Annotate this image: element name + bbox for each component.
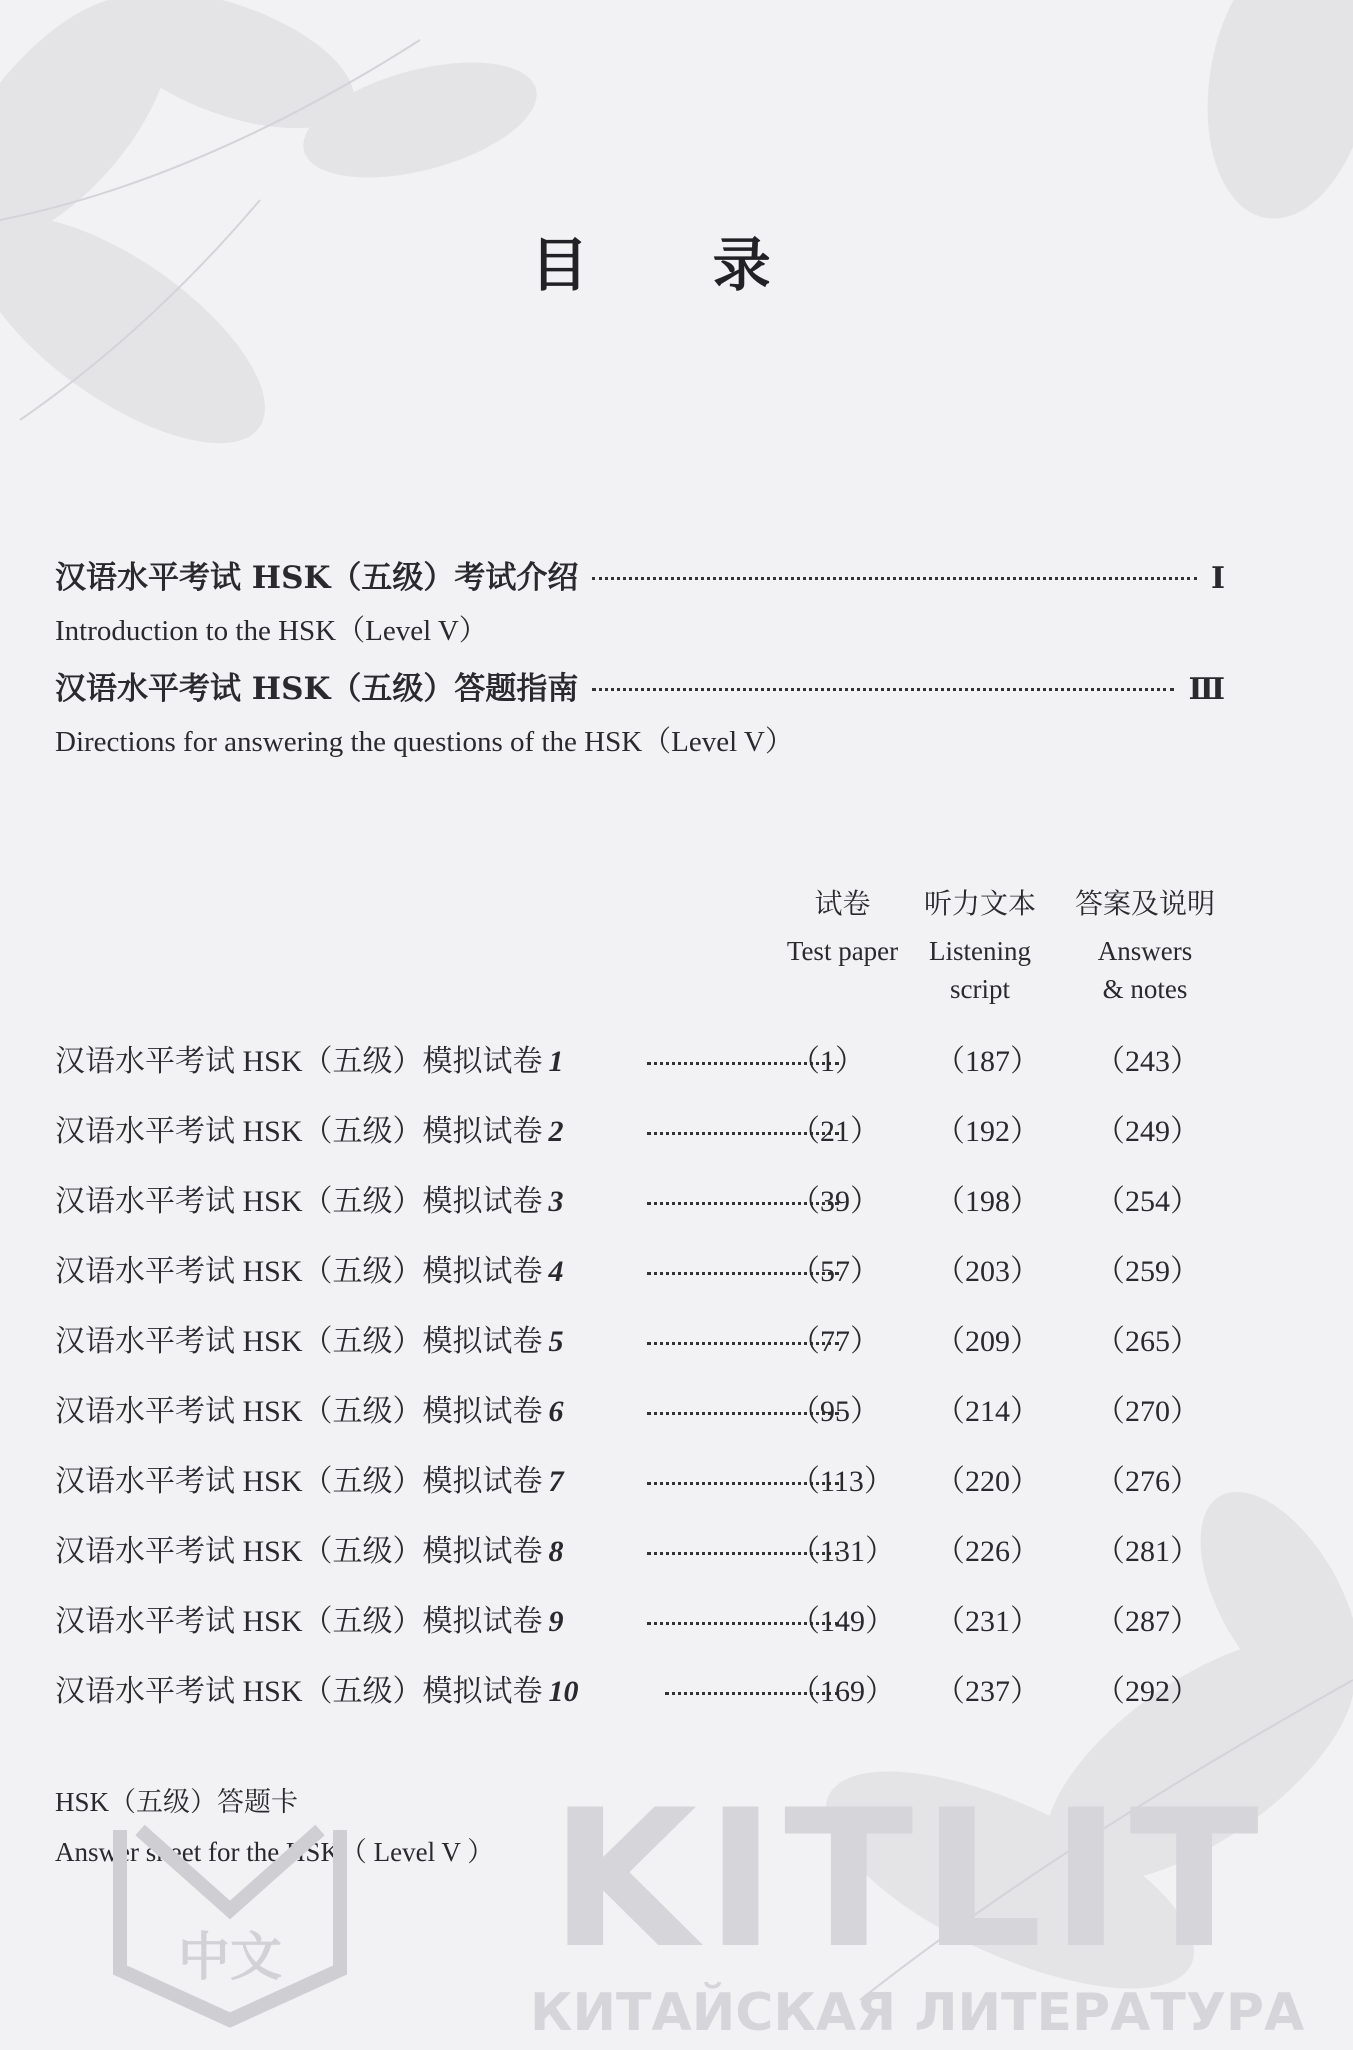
test-label: 汉语水平考试 HSK（五级）模拟试卷 xyxy=(55,1045,543,1078)
test-number: 4 xyxy=(548,1255,564,1288)
test-number: 10 xyxy=(548,1675,579,1708)
test-number: 2 xyxy=(548,1115,564,1148)
test-paper-page: （1） xyxy=(790,1045,865,1078)
test-title xyxy=(55,1456,564,1500)
kitlit-watermark xyxy=(30,1760,1330,2050)
test-paper-page: （77） xyxy=(790,1325,880,1358)
table-row[interactable] xyxy=(55,1036,1305,1086)
test-label: 汉语水平考试 HSK（五级）模拟试卷 xyxy=(55,1255,543,1288)
test-label: 汉语水平考试 HSK（五级）模拟试卷 xyxy=(55,1535,543,1568)
test-title xyxy=(55,1036,564,1080)
dot-leader xyxy=(592,577,1197,580)
column-header-listening-script: 听力文本 xyxy=(923,887,1036,920)
listening-script-page: （192） xyxy=(935,1115,1040,1148)
toc-entry-page: Ⅲ xyxy=(1188,672,1225,707)
test-label: 汉语水平考试 HSK（五级）模拟试卷 xyxy=(55,1115,543,1148)
answers-page: （265） xyxy=(1095,1325,1200,1358)
test-title xyxy=(55,1176,564,1220)
table-row[interactable] xyxy=(55,1246,1305,1296)
test-title xyxy=(55,1386,564,1430)
test-paper-page: （39） xyxy=(790,1185,880,1218)
table-row[interactable] xyxy=(55,1596,1305,1646)
test-label: 汉语水平考试 HSK（五级）模拟试卷 xyxy=(55,1465,543,1498)
test-paper-page: （21） xyxy=(790,1115,880,1148)
answer-sheet-title[interactable]: HSK（五级）答题卡 xyxy=(55,1787,299,1817)
page-title: 目 录 xyxy=(530,231,823,299)
test-title xyxy=(55,1666,579,1710)
answers-page: （259） xyxy=(1095,1255,1200,1288)
test-label: 汉语水平考试 HSK（五级）模拟试卷 xyxy=(55,1325,543,1358)
column-subheader-line: Listening xyxy=(929,936,1031,966)
column-subheader-line: & notes xyxy=(1102,974,1188,1004)
test-number: 9 xyxy=(548,1605,564,1638)
test-number: 8 xyxy=(548,1535,564,1568)
listening-script-page: （203） xyxy=(935,1255,1040,1288)
test-paper-page: （149） xyxy=(790,1605,895,1638)
table-row[interactable] xyxy=(55,1526,1305,1576)
toc-entry-title: 汉语水平考试 HSK（五级）答题指南 xyxy=(55,671,579,707)
toc-entry-directions[interactable] xyxy=(55,663,1225,708)
column-subheader-test-paper xyxy=(770,932,915,970)
listening-script-page: （209） xyxy=(935,1325,1040,1358)
table-row[interactable] xyxy=(55,1456,1305,1506)
answers-page: （276） xyxy=(1095,1465,1200,1498)
test-number: 7 xyxy=(548,1465,564,1498)
listening-script-page: （220） xyxy=(935,1465,1040,1498)
table-row[interactable] xyxy=(55,1316,1305,1366)
test-title xyxy=(55,1106,564,1150)
answers-page: （249） xyxy=(1095,1115,1200,1148)
test-paper-page: （95） xyxy=(790,1395,880,1428)
test-label: 汉语水平考试 HSK（五级）模拟试卷 xyxy=(55,1605,543,1638)
answers-page: （254） xyxy=(1095,1185,1200,1218)
answers-page: （287） xyxy=(1095,1605,1200,1638)
test-number: 6 xyxy=(548,1395,564,1428)
table-row[interactable] xyxy=(55,1666,1305,1716)
answer-sheet-subtitle: Answer sheet for the HSK（ Level V ） xyxy=(55,1837,495,1867)
test-label: 汉语水平考试 HSK（五级）模拟试卷 xyxy=(55,1395,543,1428)
toc-entry-title: 汉语水平考试 HSK（五级）考试介绍 xyxy=(55,560,579,596)
toc-entry-page: I xyxy=(1210,561,1225,596)
answers-page: （281） xyxy=(1095,1535,1200,1568)
listening-script-page: （231） xyxy=(935,1605,1040,1638)
answers-page: （292） xyxy=(1095,1675,1200,1708)
test-label: 汉语水平考试 HSK（五级）模拟试卷 xyxy=(55,1675,543,1708)
listening-script-page: （214） xyxy=(935,1395,1040,1428)
answers-page: （270） xyxy=(1095,1395,1200,1428)
toc-entry-intro[interactable] xyxy=(55,552,1225,597)
column-subheader-line: Answers xyxy=(1097,936,1193,966)
watermark-subtitle: КИТАЙСКАЯ ЛИТЕРАТУРА xyxy=(530,1983,1305,2043)
listening-script-page: （187） xyxy=(935,1045,1040,1078)
toc-entry-subtitle: Introduction to the HSK（Level V） xyxy=(55,615,488,647)
test-label: 汉语水平考试 HSK（五级）模拟试卷 xyxy=(55,1185,543,1218)
dot-leader xyxy=(592,688,1174,691)
table-row[interactable] xyxy=(55,1386,1305,1436)
watermark-brand: KITLIT xyxy=(550,1769,1267,1990)
listening-script-page: （198） xyxy=(935,1185,1040,1218)
test-paper-page: （169） xyxy=(790,1675,895,1708)
test-title xyxy=(55,1526,564,1570)
test-number: 3 xyxy=(548,1185,564,1218)
column-header-answers: 答案及说明 xyxy=(1074,887,1215,920)
test-number: 5 xyxy=(548,1325,564,1358)
test-paper-page: （57） xyxy=(790,1255,880,1288)
listening-script-page: （226） xyxy=(935,1535,1040,1568)
listening-script-page: （237） xyxy=(935,1675,1040,1708)
column-subheader-line: script xyxy=(950,974,1010,1004)
table-row[interactable] xyxy=(55,1176,1305,1226)
test-paper-page: （113） xyxy=(790,1465,894,1498)
column-subheader-listening-script xyxy=(910,932,1050,1008)
toc-entry-subtitle: Directions for answering the questions of the HSK（Level V） xyxy=(55,726,794,758)
test-title xyxy=(55,1316,564,1360)
test-paper-page: （131） xyxy=(790,1535,895,1568)
test-title xyxy=(55,1246,564,1290)
column-header-test-paper: 试卷 xyxy=(814,887,871,920)
answers-page: （243） xyxy=(1095,1045,1200,1078)
watermark-logo-text: 中文 xyxy=(177,1928,283,1988)
column-subheader-line: Test paper xyxy=(786,936,899,966)
test-title xyxy=(55,1596,564,1640)
column-subheader-answers xyxy=(1075,932,1215,1008)
table-row[interactable] xyxy=(55,1106,1305,1156)
test-number: 1 xyxy=(548,1045,564,1078)
